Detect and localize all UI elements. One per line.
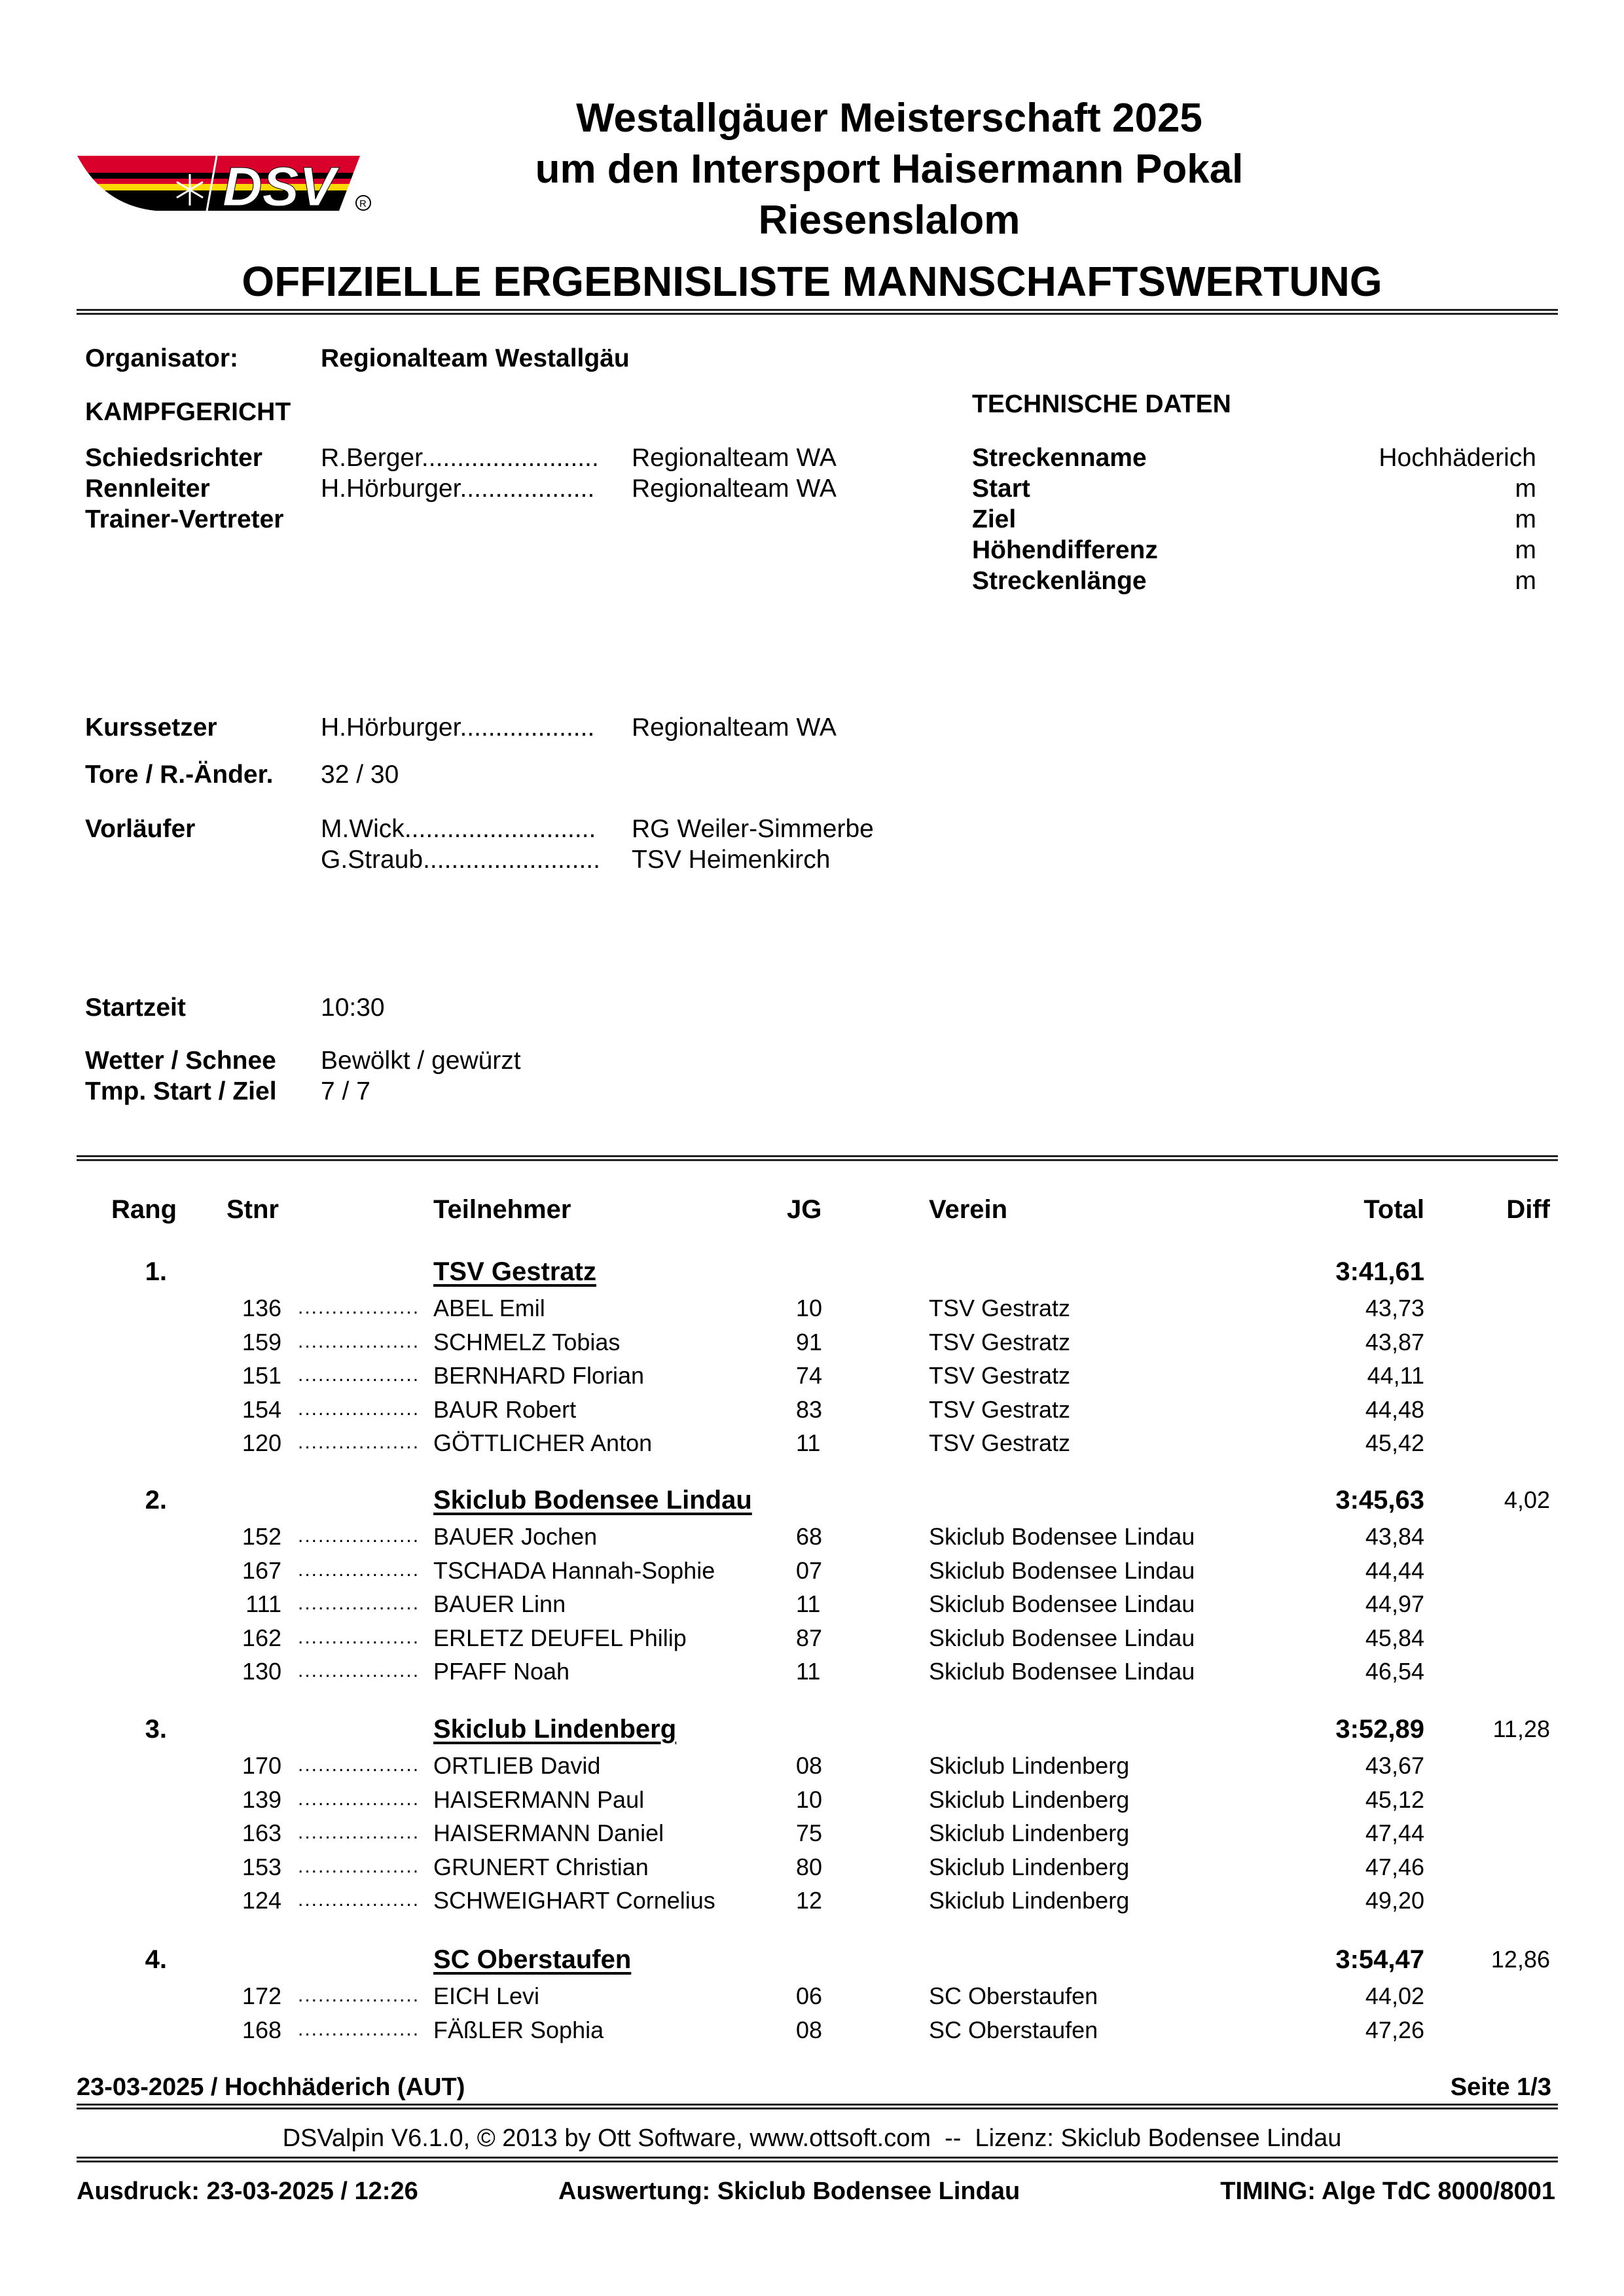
member-bib: 136	[242, 1295, 281, 1321]
start-time-label: Startzeit	[85, 994, 186, 1022]
footer-page-number: Seite 1/3	[1450, 2073, 1551, 2101]
member-club: Skiclub Lindenberg	[929, 1854, 1130, 1880]
jury-heading: KAMPFGERICHT	[85, 398, 291, 426]
tech-label-start: Start	[972, 475, 1030, 503]
member-year: 06	[796, 1982, 823, 2009]
member-club: Skiclub Lindenberg	[929, 1820, 1130, 1846]
member-name: BAUR Robert	[433, 1396, 577, 1423]
team-total-time: 3:45,63	[1335, 1486, 1424, 1515]
leader-dots: ..................	[298, 1754, 420, 1776]
member-time: 43,84	[1365, 1523, 1424, 1550]
member-time: 49,20	[1365, 1887, 1424, 1914]
gates-label: Tore / R.-Änder.	[85, 761, 274, 789]
member-year: 07	[796, 1557, 823, 1584]
member-bib: 172	[242, 1982, 281, 2009]
member-year: 91	[796, 1329, 823, 1355]
member-club: Skiclub Bodensee Lindau	[929, 1590, 1195, 1617]
member-club: Skiclub Lindenberg	[929, 1786, 1130, 1813]
start-time-value: 10:30	[321, 994, 385, 1022]
member-year: 10	[796, 1786, 823, 1813]
jury-race-director-club: Regionalteam WA	[632, 475, 837, 503]
tech-value-course-name: Hochhäderich	[1379, 444, 1536, 472]
weather-label: Wetter / Schnee	[85, 1047, 276, 1075]
technical-heading: TECHNISCHE DATEN	[972, 390, 1231, 418]
svg-text:R: R	[359, 198, 367, 209]
member-year: 87	[796, 1624, 823, 1651]
member-name: GÖTTLICHER Anton	[433, 1429, 653, 1456]
leader-dots: ..................	[298, 1821, 420, 1843]
leader-dots: ..................	[298, 2018, 420, 2040]
member-bib: 124	[242, 1887, 281, 1914]
member-time: 44,97	[1365, 1590, 1424, 1617]
tech-label-finish: Ziel	[972, 505, 1017, 533]
course-setter-label: Kurssetzer	[85, 713, 217, 742]
member-club: TSV Gestratz	[929, 1362, 1071, 1389]
member-time: 47,46	[1365, 1854, 1424, 1880]
tech-label-course-name: Streckenname	[972, 444, 1147, 472]
col-header-participant: Teilnehmer	[433, 1195, 571, 1224]
member-name: GRUNERT Christian	[433, 1854, 649, 1880]
forerunner-1-club: RG Weiler-Simmerbe	[632, 815, 874, 843]
member-club: Skiclub Bodensee Lindau	[929, 1523, 1195, 1550]
forerunner-2-club: TSV Heimenkirch	[632, 846, 831, 874]
member-bib: 163	[242, 1820, 281, 1846]
temperature-value: 7 / 7	[321, 1077, 370, 1105]
leader-dots: ..................	[298, 1984, 420, 2006]
member-time: 43,87	[1365, 1329, 1424, 1355]
jury-referee-name: R.Berger.........................	[321, 444, 599, 472]
organizer-value: Regionalteam Westallgäu	[321, 344, 630, 372]
tech-value-course-length: m	[1515, 567, 1536, 595]
team-name: TSV Gestratz	[433, 1257, 596, 1286]
jury-label-referee: Schiedsrichter	[85, 444, 262, 472]
event-title-line-3: Riesenslalom	[758, 198, 1020, 243]
col-header-year: JG	[787, 1195, 822, 1224]
member-year: 11	[796, 1429, 821, 1456]
header-divider	[77, 309, 1558, 315]
member-year: 10	[796, 1295, 823, 1321]
member-time: 45,84	[1365, 1624, 1424, 1651]
member-time: 47,44	[1365, 1820, 1424, 1846]
footer-divider-1	[77, 2104, 1558, 2109]
member-club: TSV Gestratz	[929, 1295, 1071, 1321]
member-year: 08	[796, 1752, 823, 1779]
member-bib: 159	[242, 1329, 281, 1355]
member-time: 46,54	[1365, 1658, 1424, 1685]
footer-software-credit: DSValpin V6.1.0, © 2013 by Ott Software, www.ottsoft.com -- Lizenz: Skiclub Bodensee Lindau	[282, 2125, 1342, 2152]
member-club: TSV Gestratz	[929, 1329, 1071, 1355]
member-club: SC Oberstaufen	[929, 2017, 1098, 2043]
member-year: 11	[796, 1590, 821, 1617]
member-bib: 139	[242, 1786, 281, 1813]
member-year: 08	[796, 2017, 823, 2043]
event-title-line-1: Westallgäuer Meisterschaft 2025	[576, 96, 1202, 141]
member-time: 45,42	[1365, 1429, 1424, 1456]
tech-value-vertical-drop: m	[1515, 536, 1536, 564]
leader-dots: ..................	[298, 1331, 420, 1352]
leader-dots: ..................	[298, 1626, 420, 1648]
team-total-time: 3:41,61	[1335, 1257, 1424, 1286]
leader-dots: ..................	[298, 1660, 420, 1681]
col-header-club: Verein	[929, 1195, 1008, 1224]
team-diff: 4,02	[1504, 1486, 1550, 1513]
team-rank: 3.	[145, 1715, 167, 1744]
team-rank: 4.	[145, 1945, 167, 1974]
leader-dots: ..................	[298, 1297, 420, 1318]
member-year: 75	[796, 1820, 823, 1846]
col-header-total: Total	[1363, 1195, 1424, 1224]
member-time: 44,44	[1365, 1557, 1424, 1584]
leader-dots: ..................	[298, 1889, 420, 1910]
member-name: FÄßLER Sophia	[433, 2017, 604, 2043]
leader-dots: ..................	[298, 1592, 420, 1614]
footer-timing: TIMING: Alge TdC 8000/8001	[1220, 2178, 1555, 2205]
weather-value: Bewölkt / gewürzt	[321, 1047, 521, 1075]
member-name: BAUER Jochen	[433, 1523, 598, 1550]
team-name: SC Oberstaufen	[433, 1945, 632, 1974]
member-bib: 120	[242, 1429, 281, 1456]
forerunner-2-name: G.Straub.........................	[321, 846, 600, 874]
member-name: BERNHARD Florian	[433, 1362, 645, 1389]
footer-evaluation: Auswertung: Skiclub Bodensee Lindau	[558, 2178, 1020, 2205]
col-header-rank: Rang	[111, 1195, 177, 1224]
col-header-diff: Diff	[1506, 1195, 1550, 1224]
footer-divider-2	[77, 2157, 1558, 2162]
team-total-time: 3:54,47	[1335, 1945, 1424, 1974]
results-divider	[77, 1155, 1558, 1161]
member-name: EICH Levi	[433, 1982, 540, 2009]
team-diff: 11,28	[1492, 1715, 1550, 1742]
member-club: Skiclub Bodensee Lindau	[929, 1624, 1195, 1651]
member-name: HAISERMANN Daniel	[433, 1820, 664, 1846]
team-rank: 2.	[145, 1486, 167, 1515]
member-bib: 151	[242, 1362, 281, 1389]
course-setter-club: Regionalteam WA	[632, 713, 837, 742]
member-bib: 154	[242, 1396, 281, 1423]
leader-dots: ..................	[298, 1788, 420, 1810]
jury-label-trainer-rep: Trainer-Vertreter	[85, 505, 284, 533]
member-bib: 167	[242, 1557, 281, 1584]
leader-dots: ..................	[298, 1431, 420, 1453]
organizer-label: Organisator:	[85, 344, 239, 372]
team-total-time: 3:52,89	[1335, 1715, 1424, 1744]
member-bib: 170	[242, 1752, 281, 1779]
member-bib: 168	[242, 2017, 281, 2043]
event-title-line-2: um den Intersport Haisermann Pokal	[535, 147, 1244, 192]
member-time: 47,26	[1365, 2017, 1424, 2043]
member-club: TSV Gestratz	[929, 1396, 1071, 1423]
footer-date-location: 23-03-2025 / Hochhäderich (AUT)	[77, 2073, 465, 2101]
forerunners-label: Vorläufer	[85, 815, 196, 843]
member-year: 11	[796, 1658, 821, 1685]
leader-dots: ..................	[298, 1525, 420, 1547]
jury-referee-club: Regionalteam WA	[632, 444, 837, 472]
member-club: Skiclub Lindenberg	[929, 1752, 1130, 1779]
member-year: 68	[796, 1523, 823, 1550]
tech-value-finish: m	[1515, 505, 1536, 533]
member-name: TSCHADA Hannah-Sophie	[433, 1557, 715, 1584]
footer-printout: Ausdruck: 23-03-2025 / 12:26	[77, 2178, 418, 2205]
member-bib: 152	[242, 1523, 281, 1550]
team-name: Skiclub Bodensee Lindau	[433, 1486, 752, 1515]
member-name: ABEL Emil	[433, 1295, 545, 1321]
member-name: ORTLIEB David	[433, 1752, 601, 1779]
leader-dots: ..................	[298, 1364, 420, 1386]
member-name: PFAFF Noah	[433, 1658, 570, 1685]
member-year: 74	[796, 1362, 823, 1389]
member-time: 43,67	[1365, 1752, 1424, 1779]
member-name: SCHMELZ Tobias	[433, 1329, 621, 1355]
member-club: Skiclub Lindenberg	[929, 1887, 1130, 1914]
gates-value: 32 / 30	[321, 761, 399, 789]
leader-dots: ..................	[298, 1398, 420, 1420]
member-time: 44,11	[1367, 1362, 1424, 1389]
member-time: 43,73	[1365, 1295, 1424, 1321]
member-name: HAISERMANN Paul	[433, 1786, 645, 1813]
member-year: 83	[796, 1396, 823, 1423]
tech-value-start: m	[1515, 475, 1536, 503]
member-bib: 111	[245, 1590, 281, 1617]
member-name: SCHWEIGHART Cornelius	[433, 1887, 715, 1914]
team-rank: 1.	[145, 1257, 167, 1286]
member-time: 44,02	[1365, 1982, 1424, 2009]
member-time: 44,48	[1365, 1396, 1424, 1423]
member-club: Skiclub Bodensee Lindau	[929, 1658, 1195, 1685]
team-diff: 12,86	[1490, 1946, 1550, 1973]
member-year: 80	[796, 1854, 823, 1880]
jury-label-race-director: Rennleiter	[85, 475, 210, 503]
member-year: 12	[796, 1887, 823, 1914]
course-setter-name: H.Hörburger...................	[321, 713, 595, 742]
member-bib: 162	[242, 1624, 281, 1651]
member-club: SC Oberstaufen	[929, 1982, 1098, 2009]
page-title: OFFIZIELLE ERGEBNISLISTE MANNSCHAFTSWERTUNG	[242, 258, 1382, 305]
jury-race-director-name: H.Hörburger...................	[321, 475, 595, 503]
member-club: Skiclub Bodensee Lindau	[929, 1557, 1195, 1584]
member-bib: 153	[242, 1854, 281, 1880]
tech-label-vertical-drop: Höhendifferenz	[972, 536, 1158, 564]
member-time: 45,12	[1365, 1786, 1424, 1813]
col-header-bib: Stnr	[226, 1195, 279, 1224]
team-name: Skiclub Lindenberg	[433, 1715, 677, 1744]
leader-dots: ..................	[298, 1559, 420, 1581]
member-name: ERLETZ DEUFEL Philip	[433, 1624, 687, 1651]
member-name: BAUER Linn	[433, 1590, 566, 1617]
member-bib: 130	[242, 1658, 281, 1685]
svg-text:DSV: DSV	[223, 156, 336, 213]
temperature-label: Tmp. Start / Ziel	[85, 1077, 277, 1105]
forerunner-1-name: M.Wick...........................	[321, 815, 596, 843]
tech-label-course-length: Streckenlänge	[972, 567, 1147, 595]
member-club: TSV Gestratz	[929, 1429, 1071, 1456]
leader-dots: ..................	[298, 1856, 420, 1877]
